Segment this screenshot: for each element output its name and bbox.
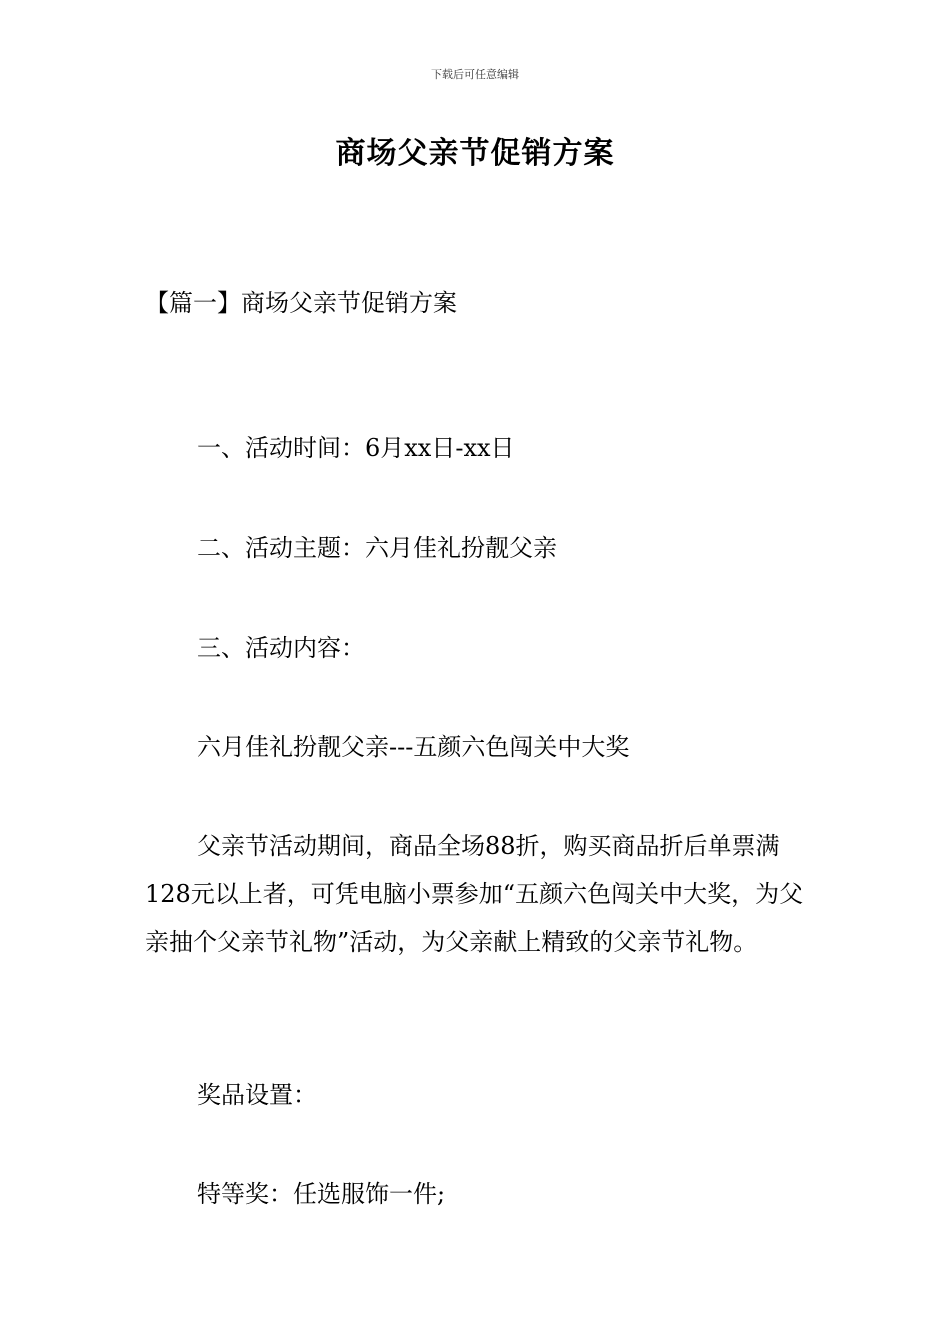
activity-time-line: 一、活动时间：6月xx日-xx日	[197, 434, 515, 462]
activity-description: 父亲节活动期间，商品全场88折，购买商品折后单票满128元以上者，可凭电脑小票参加“五颜六色闯关中大奖，为父亲抽个父亲节礼物”活动，为父亲献上精致的父亲节礼物。	[145, 832, 804, 956]
activity-subtitle: 六月佳礼扮靓父亲---五颜六色闯关中大奖	[197, 733, 630, 761]
activity-theme-line: 二、活动主题：六月佳礼扮靓父亲	[197, 534, 557, 562]
section-heading: 【篇一】商场父亲节促销方案	[145, 289, 457, 317]
special-prize-line: 特等奖：任选服饰一件;	[197, 1180, 446, 1208]
activity-content-heading: 三、活动内容：	[197, 634, 365, 662]
header-note: 下载后可任意编辑	[431, 68, 519, 81]
document-title: 商场父亲节促销方案	[335, 136, 615, 171]
prize-heading: 奖品设置：	[197, 1081, 317, 1109]
